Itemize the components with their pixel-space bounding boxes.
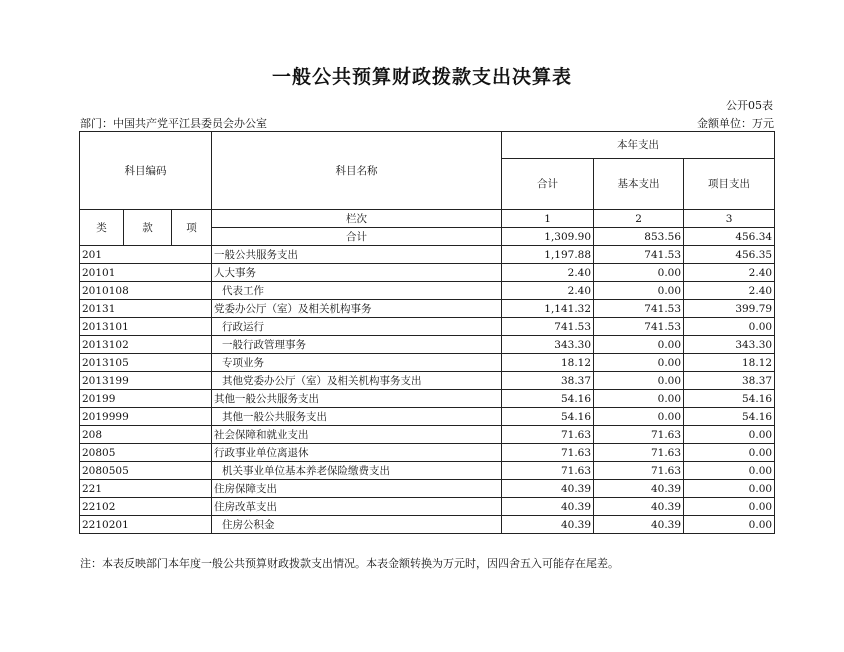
row-total: 1,141.32: [502, 300, 594, 318]
row-code: 22102: [80, 498, 212, 516]
table-row: [80, 390, 775, 408]
row-project: 2.40: [684, 282, 775, 300]
table-row: [80, 354, 775, 372]
row-basic: 40.39: [594, 498, 684, 516]
row-item-name: 住房改革支出: [212, 498, 502, 516]
row-project: 399.79: [684, 300, 775, 318]
row-project: 54.16: [684, 408, 775, 426]
department-label: 部门：中国共产党平江县委员会办公室: [80, 117, 267, 130]
row-project: 0.00: [684, 462, 775, 480]
row-item-name: 一般公共服务支出: [212, 246, 502, 264]
row-code: 221: [80, 480, 212, 498]
table-row: [80, 282, 775, 300]
form-number: 公开05表: [726, 99, 773, 112]
row-total: 54.16: [502, 408, 594, 426]
header-item-name: 科目名称: [212, 132, 502, 210]
row-basic: 741.53: [594, 318, 684, 336]
row-total: 40.39: [502, 480, 594, 498]
header-code-group: 科目编码: [80, 132, 212, 210]
total-row-total: 1,309.90: [502, 228, 594, 246]
row-project: 0.00: [684, 480, 775, 498]
row-total: 40.39: [502, 516, 594, 534]
row-code: 2080505: [80, 462, 212, 480]
row-basic: 71.63: [594, 426, 684, 444]
table-row: [80, 444, 775, 462]
row-total: 741.53: [502, 318, 594, 336]
header-current-year: 本年支出: [502, 132, 775, 159]
column-index-1: 1: [502, 210, 594, 228]
total-row-basic: 853.56: [594, 228, 684, 246]
row-item-name: 代表工作: [212, 282, 502, 300]
row-code: 201: [80, 246, 212, 264]
row-basic: 0.00: [594, 282, 684, 300]
row-item-name: 其他党委办公厅（室）及相关机构事务支出: [212, 372, 502, 390]
column-index-label: 栏次: [212, 210, 502, 228]
row-total: 71.63: [502, 462, 594, 480]
row-basic: 71.63: [594, 462, 684, 480]
row-project: 0.00: [684, 426, 775, 444]
row-code: 2210201: [80, 516, 212, 534]
row-project: 0.00: [684, 444, 775, 462]
table-row: [80, 516, 775, 534]
row-total: 18.12: [502, 354, 594, 372]
table-row: [80, 246, 775, 264]
row-total: 40.39: [502, 498, 594, 516]
row-total: 54.16: [502, 390, 594, 408]
table-row: [80, 318, 775, 336]
amount-unit-label: 金额单位：万元: [697, 117, 774, 130]
row-total: 38.37: [502, 372, 594, 390]
row-project: 0.00: [684, 516, 775, 534]
row-basic: 741.53: [594, 300, 684, 318]
row-code: 20805: [80, 444, 212, 462]
row-total: 1,197.88: [502, 246, 594, 264]
row-code: 20101: [80, 264, 212, 282]
row-project: 343.30: [684, 336, 775, 354]
header-basic: 基本支出: [594, 159, 684, 210]
column-index-3: 3: [684, 210, 775, 228]
row-item-name: 其他一般公共服务支出: [212, 408, 502, 426]
row-basic: 40.39: [594, 516, 684, 534]
row-item-name: 行政运行: [212, 318, 502, 336]
row-basic: 71.63: [594, 444, 684, 462]
row-code: 2019999: [80, 408, 212, 426]
table-row: [80, 336, 775, 354]
row-item-name: 人大事务: [212, 264, 502, 282]
row-basic: 0.00: [594, 336, 684, 354]
row-project: 456.35: [684, 246, 775, 264]
column-index-2: 2: [594, 210, 684, 228]
row-code: 208: [80, 426, 212, 444]
row-project: 2.40: [684, 264, 775, 282]
table-row: [80, 408, 775, 426]
row-item-name: 行政事业单位离退休: [212, 444, 502, 462]
row-code: 2013101: [80, 318, 212, 336]
row-total: 343.30: [502, 336, 594, 354]
row-code: 20131: [80, 300, 212, 318]
row-item-name: 其他一般公共服务支出: [212, 390, 502, 408]
table-row: [80, 264, 775, 282]
row-basic: 0.00: [594, 372, 684, 390]
table-row: [80, 462, 775, 480]
row-basic: 0.00: [594, 390, 684, 408]
table-row: [80, 372, 775, 390]
header-xiang: 项: [172, 210, 212, 246]
row-basic: 40.39: [594, 480, 684, 498]
row-code: 20199: [80, 390, 212, 408]
row-basic: 0.00: [594, 354, 684, 372]
row-code: 2013105: [80, 354, 212, 372]
row-project: 0.00: [684, 318, 775, 336]
row-item-name: 机关事业单位基本养老保险缴费支出: [212, 462, 502, 480]
row-item-name: 专项业务: [212, 354, 502, 372]
row-basic: 0.00: [594, 408, 684, 426]
row-total: 71.63: [502, 444, 594, 462]
table-row: [80, 480, 775, 498]
row-project: 0.00: [684, 498, 775, 516]
table-row: [80, 426, 775, 444]
table-row: [80, 300, 775, 318]
header-lei: 类: [80, 210, 124, 246]
header-project: 项目支出: [684, 159, 775, 210]
row-code: 2010108: [80, 282, 212, 300]
page-title: 一般公共预算财政拨款支出决算表: [271, 66, 572, 88]
table-row: [80, 498, 775, 516]
row-basic: 0.00: [594, 264, 684, 282]
row-project: 38.37: [684, 372, 775, 390]
row-item-name: 住房保障支出: [212, 480, 502, 498]
row-item-name: 社会保障和就业支出: [212, 426, 502, 444]
header-total: 合计: [502, 159, 594, 210]
footnote: 注：本表反映部门本年度一般公共预算财政拨款支出情况。本表金额转换为万元时，因四舍五入可能存在尾差。: [80, 557, 619, 570]
row-total: 2.40: [502, 264, 594, 282]
row-item-name: 一般行政管理事务: [212, 336, 502, 354]
row-item-name: 党委办公厅（室）及相关机构事务: [212, 300, 502, 318]
row-total: 71.63: [502, 426, 594, 444]
row-item-name: 住房公积金: [212, 516, 502, 534]
total-row-project: 456.34: [684, 228, 775, 246]
expenditure-table: [79, 131, 775, 534]
row-total: 2.40: [502, 282, 594, 300]
row-basic: 741.53: [594, 246, 684, 264]
row-code: 2013102: [80, 336, 212, 354]
row-code: 2013199: [80, 372, 212, 390]
row-project: 54.16: [684, 390, 775, 408]
row-project: 18.12: [684, 354, 775, 372]
total-row-label: 合计: [212, 228, 502, 246]
header-kuan: 款: [124, 210, 172, 246]
